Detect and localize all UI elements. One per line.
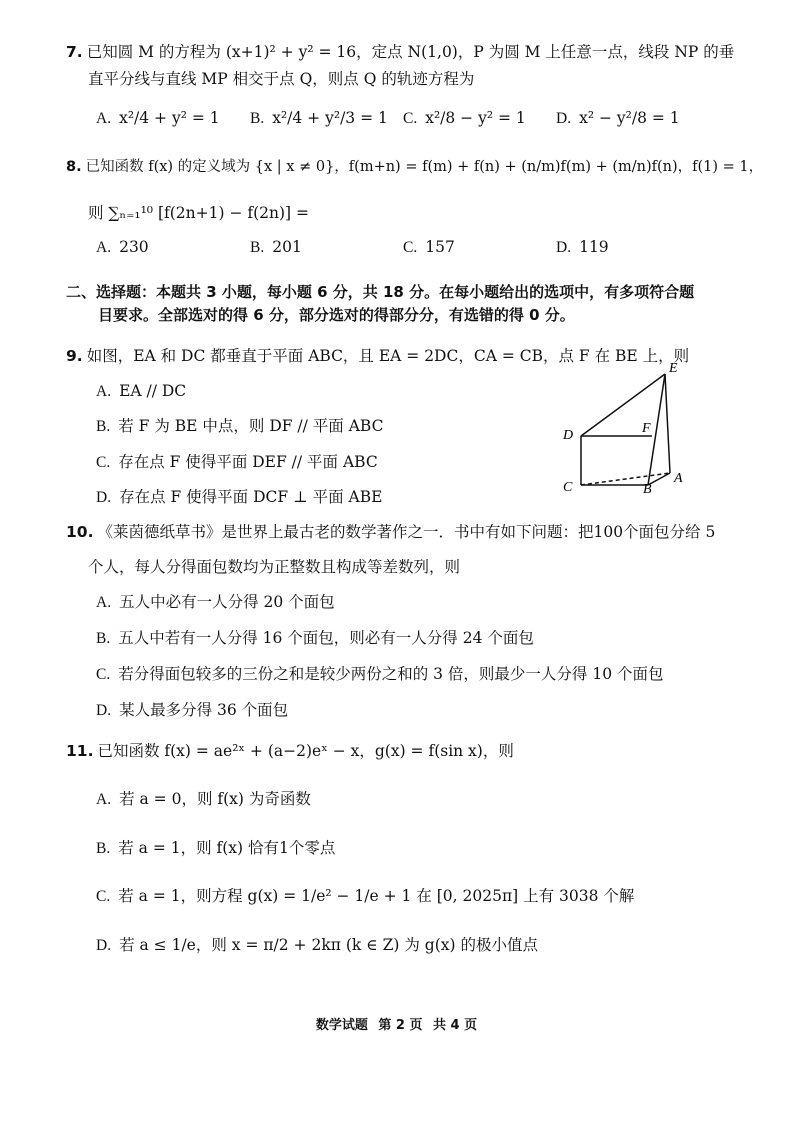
footer-subject: 数学试题 <box>315 1018 368 1033</box>
question-8-line1: 8. 已知函数 f(x) 的定义域为 {x | x ≠ 0}，f(m+n) = f(m) + f(n) + (n/m)f(m) + (m/n)f(n)，f(1) = 1， <box>66 159 764 175</box>
question-7-line1: 7. 已知圆 M 的方程为 (x+1)² + y² = 16，定点 N(1,0)，P 为圆 M 上任意一点，线段 NP 的垂 <box>66 43 735 61</box>
option-d: D. 存在点 F 使得平面 DCF ⊥ 平面 ABE <box>96 488 383 506</box>
vertex-label-f: F <box>642 421 651 436</box>
prism-figure <box>555 358 695 493</box>
option-a: A. 若 a = 0，则 f(x) 为奇函数 <box>96 790 311 808</box>
option-c: C. 157 <box>403 238 455 256</box>
vertex-label-a: A <box>674 471 683 486</box>
option-d: D. 若 a ≤ 1/e，则 x = π/2 + 2kπ (k ∈ Z) 为 g(x) 的极小值点 <box>96 936 538 954</box>
option-b: B. x²/4 + y²/3 = 1 <box>250 109 388 127</box>
edge-ca-hidden <box>581 473 670 485</box>
option-a: A. x²/4 + y² = 1 <box>96 109 220 127</box>
question-9-line1: 9. 如图，EA 和 DC 都垂直于平面 ABC，且 EA = 2DC，CA = CB，点 F 在 BE 上，则 <box>66 347 690 365</box>
option-c: C. 存在点 F 使得平面 DEF // 平面 ABC <box>96 453 378 471</box>
vertex-label-d: D <box>563 428 574 443</box>
edge-ea <box>665 374 670 473</box>
option-c: C. 若分得面包较多的三份之和是较少两份之和的 3 倍，则最少一人分得 10 个面包 <box>96 665 664 683</box>
question-number: 7. <box>66 43 83 61</box>
question-number: 11. <box>66 742 94 760</box>
option-c: C. 若 a = 1，则方程 g(x) = 1/e² − 1/e + 1 在 [0, 2025π] 上有 3038 个解 <box>96 887 635 905</box>
option-b: B. 若 a = 1，则 f(x) 恰有1个零点 <box>96 839 336 857</box>
vertex-label-c: C <box>563 480 573 493</box>
footer-page-number: 第 2 页 <box>378 1018 423 1033</box>
footer-total-pages: 共 4 页 <box>433 1018 478 1033</box>
question-10-line1: 10. 《莱茵德纸草书》是世界上最古老的数学著作之一．书中有如下问题：把100个面包分给 5 <box>66 523 716 541</box>
question-number: 8. <box>66 159 82 175</box>
option-a: A. EA // DC <box>96 382 187 400</box>
page-footer <box>0 1014 793 1033</box>
option-c: C. x²/8 − y² = 1 <box>403 109 526 127</box>
question-7-line2: 直平分线与直线 MP 相交于点 Q，则点 Q 的轨迹方程为 <box>88 70 475 88</box>
vertex-label-b: B <box>643 482 652 493</box>
edge-de <box>581 374 665 436</box>
section-heading-line1: 二、选择题：本题共 3 小题，每小题 6 分，共 18 分。在每小题给出的选项中，有多项符合题 <box>66 283 695 301</box>
option-a: A. 230 <box>96 238 149 256</box>
section-heading-line2: 目要求。全部选对的得 6 分，部分选对的得部分分，有选错的得 0 分。 <box>98 306 575 324</box>
question-11-line1: 11. 已知函数 f(x) = ae²ˣ + (a−2)eˣ − x，g(x) = f(sin x)，则 <box>66 742 514 760</box>
question-8-line2: 则 ∑ₙ₌₁¹⁰ [f(2n+1) − f(2n)] = <box>88 204 309 222</box>
option-d: D. 119 <box>556 238 609 256</box>
option-d: D. 某人最多分得 36 个面包 <box>96 701 289 719</box>
option-b: B. 五人中若有一人分得 16 个面包，则必有一人分得 24 个面包 <box>96 629 534 647</box>
vertex-label-e: E <box>669 361 678 376</box>
question-number: 9. <box>66 347 83 365</box>
question-10-line2: 个人，每人分得面包数均为正整数且构成等差数列，则 <box>88 558 461 576</box>
option-a: A. 五人中必有一人分得 20 个面包 <box>96 593 335 611</box>
option-b: B. 若 F 为 BE 中点，则 DF // 平面 ABC <box>96 417 384 435</box>
option-d: D. x² − y²/8 = 1 <box>556 109 680 127</box>
question-number: 10. <box>66 523 94 541</box>
option-b: B. 201 <box>250 238 302 256</box>
